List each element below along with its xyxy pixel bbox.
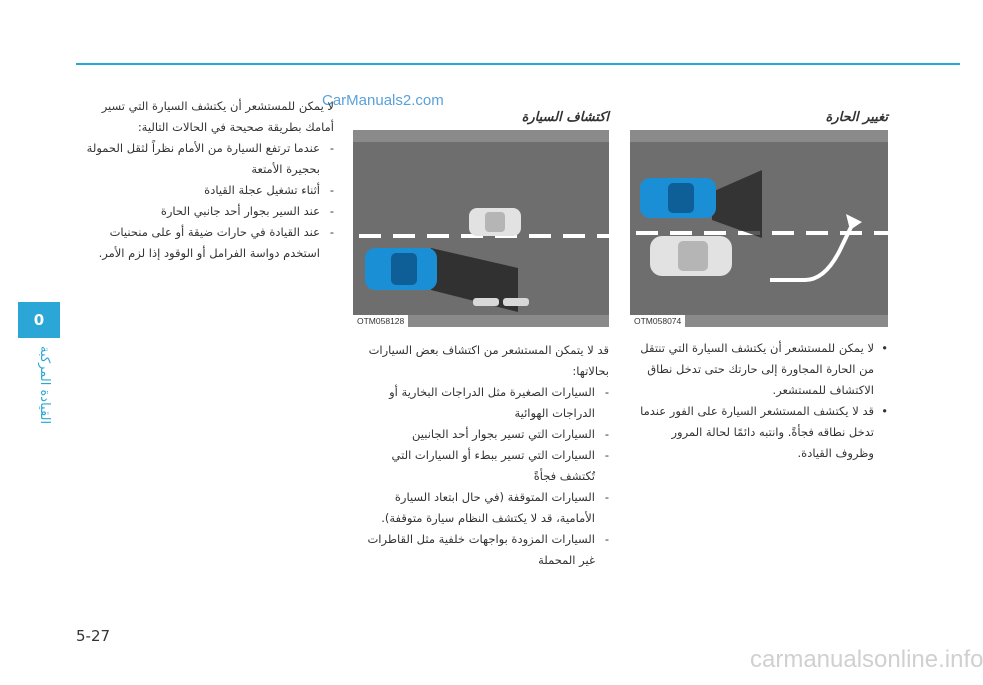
list-item: - السيارات التي تسير ببطء أو السيارات التي تُكتشف فجأةً bbox=[353, 445, 609, 487]
watermark-top: CarManuals2.com bbox=[322, 92, 444, 109]
vehicle-detection-heading: اكتشاف السيارة bbox=[521, 110, 609, 125]
list-item: - السيارات التي تسير بجوار أحد الجانبين bbox=[353, 424, 609, 445]
detection-conditions-intro: لا يمكن للمستشعر أن يكتشف السيارة التي تسير أمامك بطريقة صحيحة في الحالات التالية: bbox=[101, 99, 334, 134]
list-item: - عند السير بجوار أحد جانبي الحارة bbox=[76, 201, 334, 222]
vehicle-detection-text bbox=[353, 340, 609, 571]
detection-conditions-text bbox=[76, 96, 334, 264]
lane-change-figure bbox=[630, 130, 888, 327]
vehicle-detection-figure-label: OTM058128 bbox=[353, 315, 408, 327]
detection-conditions-list bbox=[76, 138, 334, 264]
page-number: 5-27 bbox=[76, 627, 111, 645]
watermark-bottom: carmanualsonline.info bbox=[750, 646, 983, 673]
lane-change-illustration bbox=[630, 130, 888, 327]
vehicle-detection-illustration bbox=[353, 130, 609, 327]
list-item: - عند القيادة في حارات ضيقة أو على منحنيات استخدم دواسة الفرامل أو الوقود إذا لزم الأمر. bbox=[76, 222, 334, 264]
list-item: - عندما ترتفع السيارة من الأمام نظراً لثقل الحمولة بحجيرة الأمتعة bbox=[76, 138, 334, 180]
list-item: - أثناء تشغيل عجلة القيادة bbox=[76, 180, 334, 201]
list-item: • قد لا يكتشف المستشعر السيارة على الفور عندما تدخل نطاقه فجأةً. وانتبه دائمًا لحالة المرور وظروف القيادة. bbox=[630, 401, 888, 464]
list-item: • لا يمكن للمستشعر أن يكتشف السيارة التي تنتقل من الحارة المجاورة إلى حارتك حتى تدخل نطاق الاكتشاف للمستشعر. bbox=[630, 338, 888, 401]
list-item: - السيارات المزودة بواجهات خلفية مثل القاطرات غير المحملة bbox=[353, 529, 609, 571]
chapter-sidebar bbox=[0, 0, 60, 685]
header-rule bbox=[76, 63, 960, 65]
vehicle-detection-figure bbox=[353, 130, 609, 327]
lane-change-text bbox=[630, 338, 888, 464]
lane-change-figure-label: OTM058074 bbox=[630, 315, 685, 327]
lane-change-heading: تغيير الحارة bbox=[825, 110, 888, 125]
lane-change-list bbox=[630, 338, 888, 464]
list-item: - السيارات المتوقفة (في حال ابتعاد السيارة الأمامية، قد لا يكتشف النظام سيارة متوقفة). bbox=[353, 487, 609, 529]
chapter-tab[interactable]: 0 bbox=[18, 302, 60, 338]
vehicle-detection-intro: قد لا يتمكن المستشعر من اكتشاف بعض السيارات بحالاتها: bbox=[368, 343, 609, 378]
vehicle-detection-list bbox=[353, 382, 609, 571]
list-item: - السيارات الصغيرة مثل الدراجات البخارية أو الدراجات الهوائية bbox=[353, 382, 609, 424]
chapter-label: القيادة المركبة bbox=[37, 345, 52, 425]
